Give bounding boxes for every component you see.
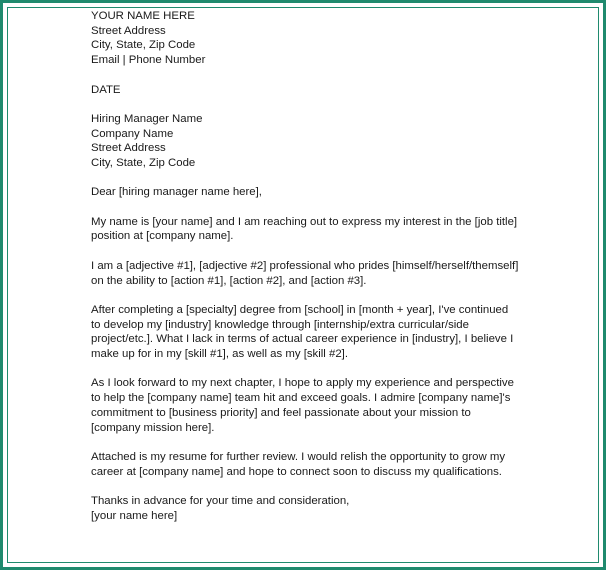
letter-date: DATE xyxy=(91,83,121,96)
paragraph-line: project/etc.]. What I lack in terms of actual career experience in [industry], I believe I xyxy=(91,333,514,346)
recipient-block xyxy=(91,112,531,171)
paragraph-line: After completing a [specialty] degree from [school] in [month + year], I've continued xyxy=(91,303,509,316)
paragraph-line: Attached is my resume for further review. I would relish the opportunity to grow my xyxy=(91,450,506,463)
paragraph-line: My name is [your name] and I am reaching out to express my interest in the [job title] xyxy=(91,215,518,228)
recipient-company: Company Name xyxy=(91,127,174,140)
recipient-city: City, State, Zip Code xyxy=(91,157,196,169)
sender-name: YOUR NAME HERE xyxy=(91,10,195,22)
recipient-street: Street Address xyxy=(91,142,166,155)
sender-block xyxy=(91,9,531,68)
salutation: Dear [hiring manager name here], xyxy=(91,186,262,199)
signature: [your name here] xyxy=(91,509,178,522)
sender-city: City, State, Zip Code xyxy=(91,39,196,52)
cover-letter xyxy=(91,9,531,523)
paragraph-experience xyxy=(91,303,531,362)
paragraph-line: commitment to [business priority] and feel passionate about your mission to xyxy=(91,406,471,419)
paragraph-line: career at [company name] and hope to connect soon to discuss my qualifications. xyxy=(91,465,502,478)
sender-street: Street Address xyxy=(91,24,166,37)
paragraph-line: position at [company name]. xyxy=(91,230,234,243)
paragraph-line: to help the [company name] team hit and exceed goals. I admire [company name]'s xyxy=(91,392,511,405)
paragraph-resume xyxy=(91,450,531,479)
paragraph-line: to develop my [industry] knowledge through [internship/extra curricular/side xyxy=(91,318,469,331)
paragraph-line: make up for in my [skill #1], as well as my [skill #2]. xyxy=(91,348,349,361)
sender-contact: Email | Phone Number xyxy=(91,54,206,67)
paragraph-goals xyxy=(91,376,531,435)
paragraph-line: [company mission here]. xyxy=(91,421,215,434)
paragraph-line: As I look forward to my next chapter, I hope to apply my experience and perspective xyxy=(91,377,514,390)
paragraph-line: on the ability to [action #1], [action #2], and [action #3]. xyxy=(91,274,367,287)
recipient-name: Hiring Manager Name xyxy=(91,112,203,125)
paragraph-line: I am a [adjective #1], [adjective #2] professional who prides [himself/herself/themself] xyxy=(91,259,519,272)
closing: Thanks in advance for your time and consideration, xyxy=(91,495,350,508)
paragraph-intro xyxy=(91,215,531,244)
paragraph-qualities xyxy=(91,259,531,288)
